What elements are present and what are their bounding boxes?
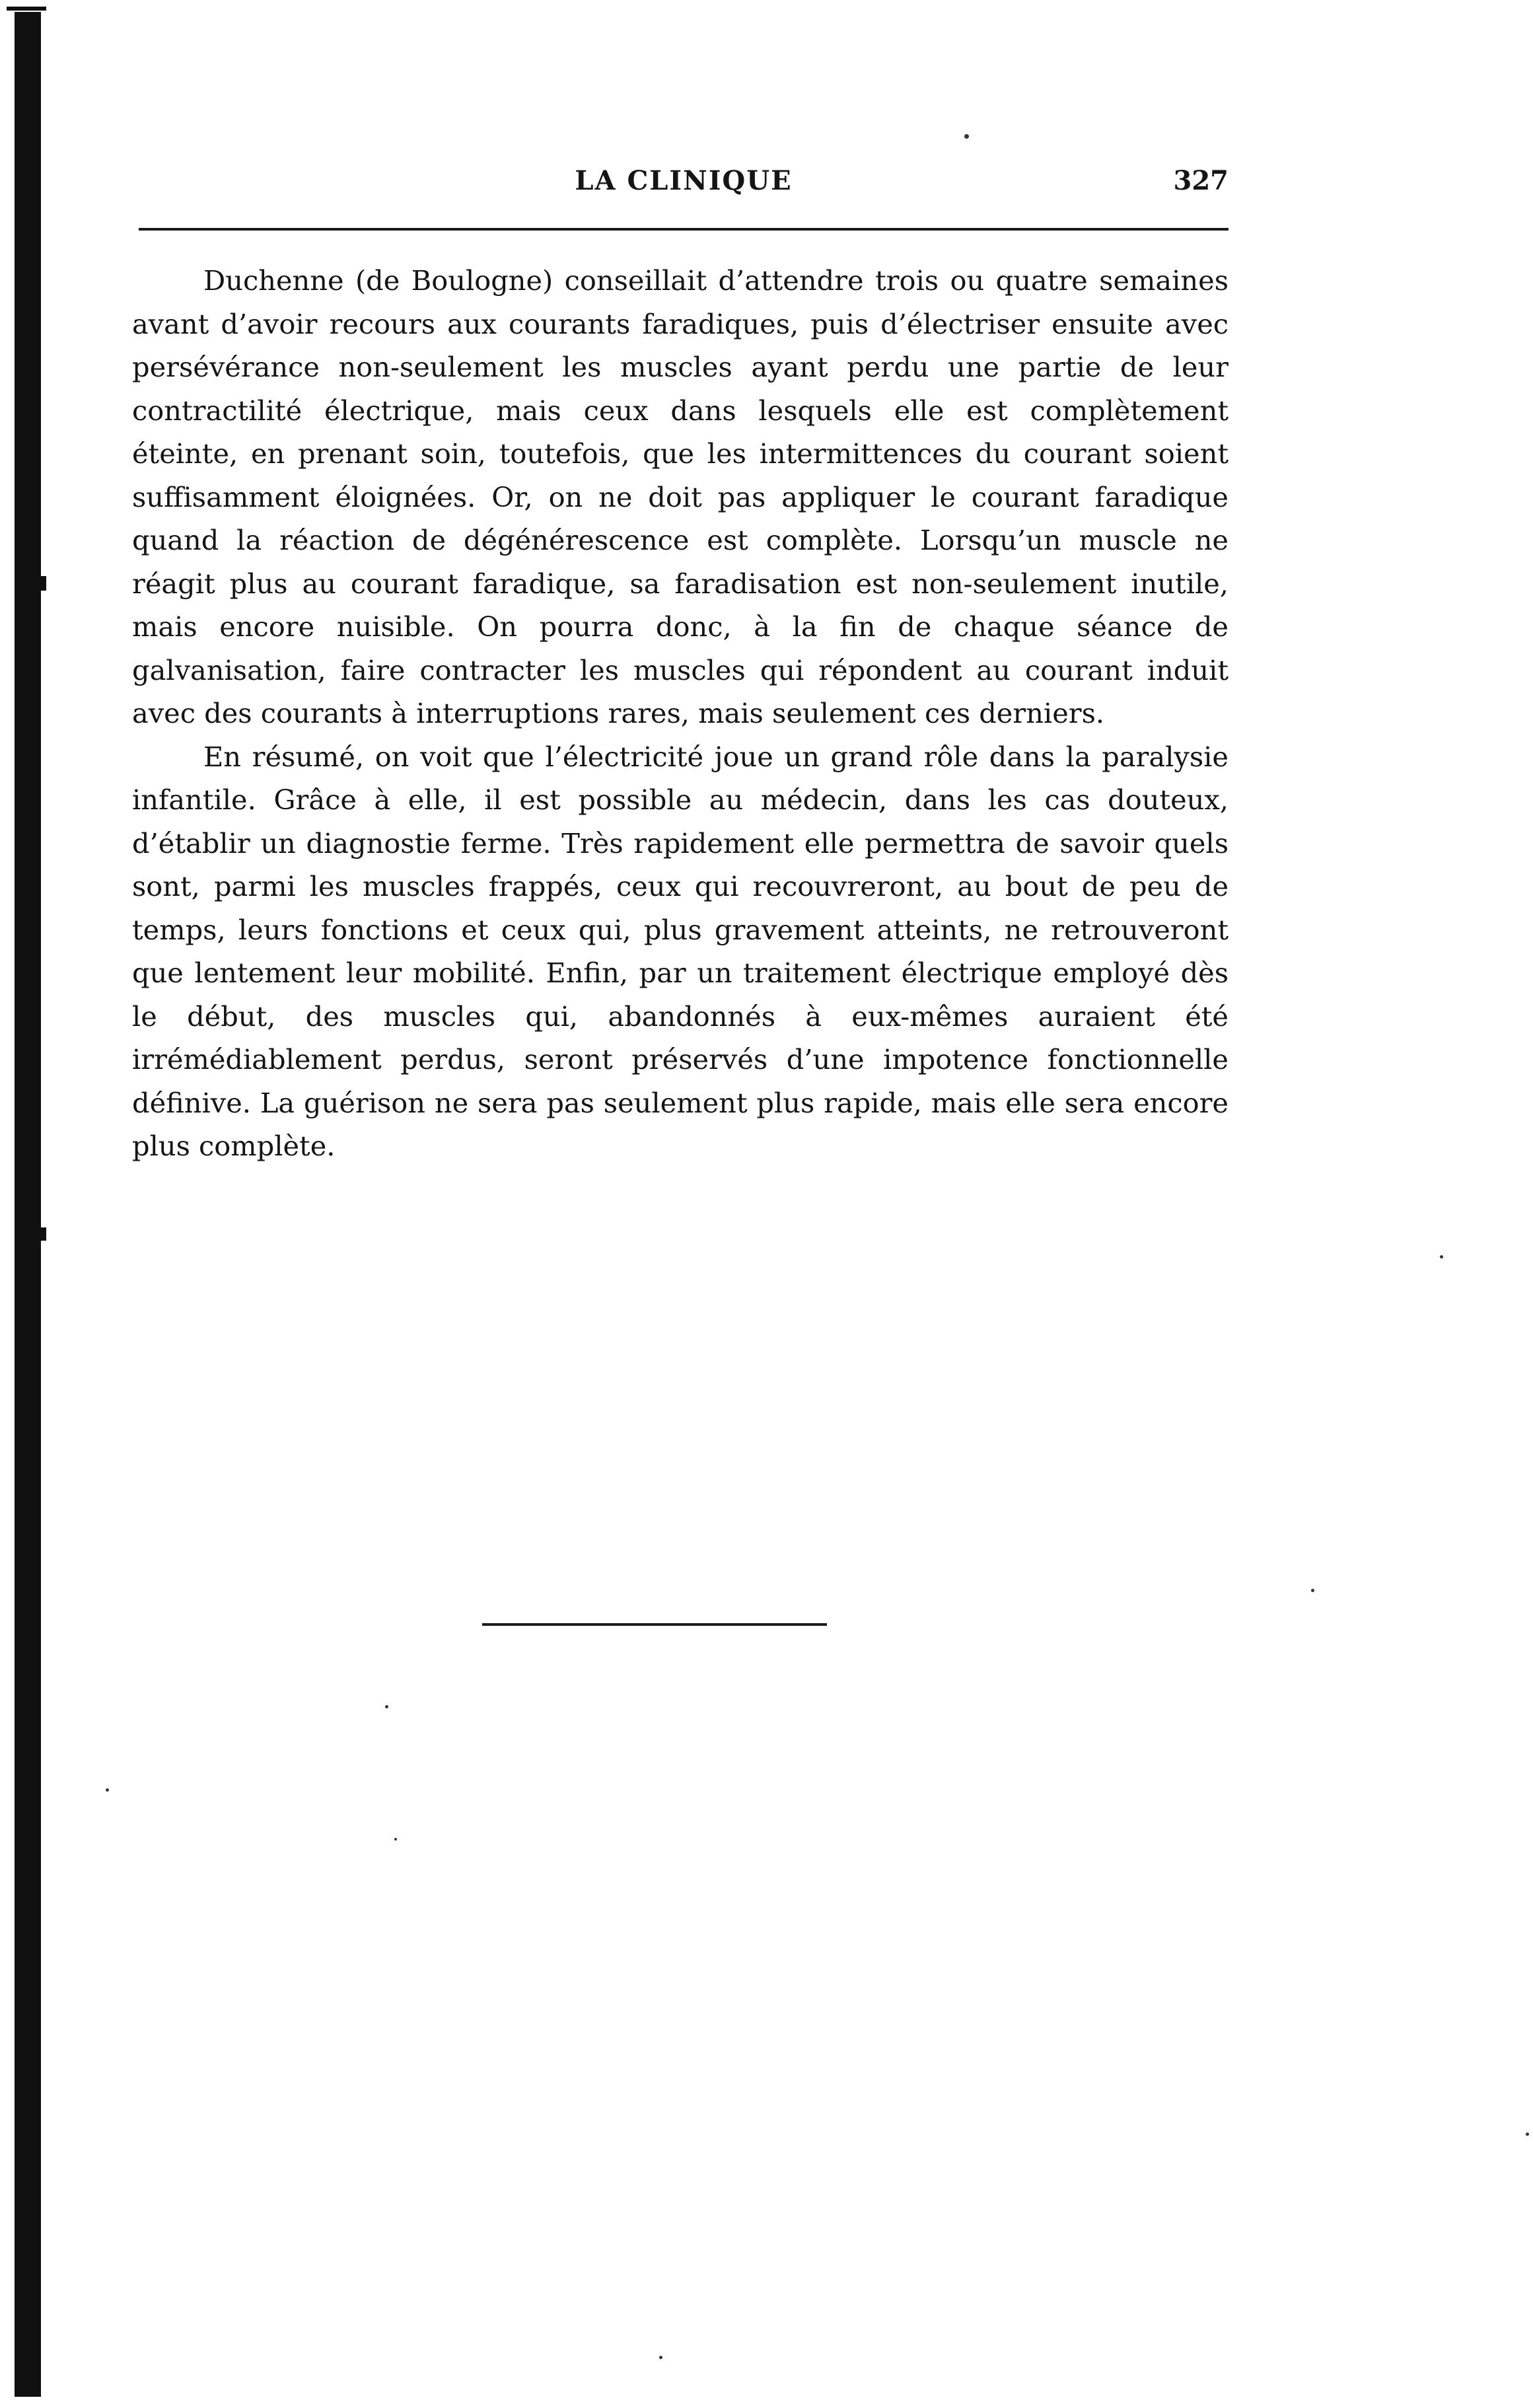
paragraph: Duchenne (de Boulogne) conseillait d’attendre trois ou quatre semaines avant d’avoir recours aux courants faradiques, puis d’électriser ensuite avec persévérance non-seulement les muscles ayant perdu une partie de leur contractilité électrique, mais ceux dans lesquels elle est complètement éteinte, en prenant soin, toutefois, que les intermittences du courant soient suffisamment éloignées. Or, on ne doit pas appliquer le courant faradique quand la réaction de dégénérescence est complète. Lorsqu’un muscle ne réagit plus au courant faradique, sa faradisation est non-seulement inutile, mais encore nuisible. On pourra donc, à la fin de chaque séance de galvanisation, faire contracter les muscles qui répondent au courant induit avec des courants à interruptions rares, mais seulement ces derniers. [132,264,1229,729]
binding-mark [41,1227,46,1241]
print-speck [106,1788,109,1792]
running-title: LA CLINIQUE [575,165,793,196]
binding-mark [41,576,46,591]
print-speck [1311,1589,1314,1592]
page-number: 327 [1173,165,1229,196]
header-rule [139,228,1229,231]
print-speck [659,2356,662,2359]
paragraph: En résumé, on voit que l’électricité joue un grand rôle dans la paralysie infantile. Grâce à elle, il est possible au médecin, dans les cas douteux, d’établir un diagnostie ferme. Très rapidement elle permettra de savoir quels sont, parmi les muscles frappés, ceux qui recouvreront, au bout de peu de temps, leurs fonctions et ceux qui, plus gravement atteints, ne retrouveront que lentement leur mobilité. Enfin, par un traitement électrique employé dès le début, des muscles qui, abandonnés à eux-mêmes auraient été irrémédiablement perdus, seront préservés d’une impotence fonctionnelle définive. La guérison ne sera pas seulement plus rapide, mais elle sera encore plus complète. [132,740,1229,1162]
page-binding-edge [15,12,41,2397]
print-speck [1526,2133,1529,2136]
print-speck [394,1838,397,1841]
print-speck [1440,1255,1443,1259]
end-rule [482,1623,827,1626]
body-text [132,259,1229,1168]
print-speck [964,134,969,139]
print-speck [385,1705,388,1708]
binding-mark [7,7,46,11]
page-header [139,165,1229,205]
